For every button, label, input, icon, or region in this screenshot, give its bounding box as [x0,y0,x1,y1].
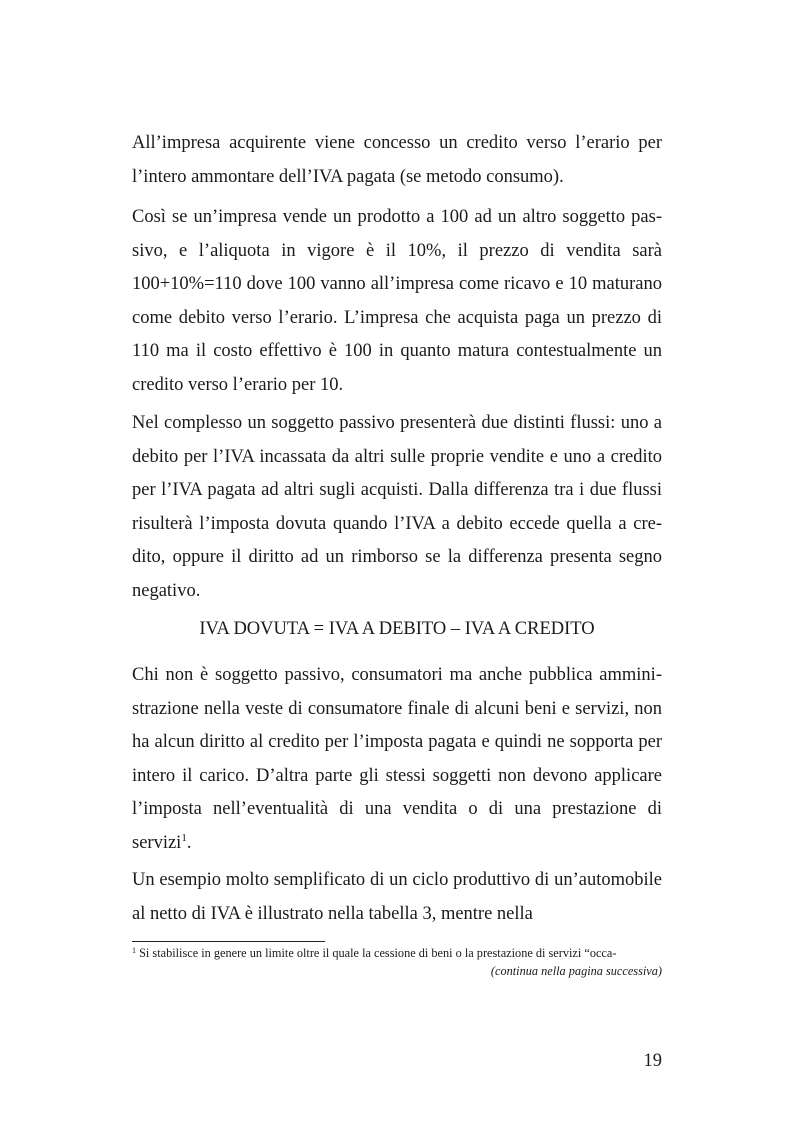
paragraph-text: Così se un’impresa vende un prodotto a 100 ad un altro soggetto passivo, e l’aliquota in vigore è il 10%, il prezzo di vendita sarà 100+10%=110 dove 100 vanno all’impresa come ricavo e 10 maturano come debito verso l’erario. L’impresa che acquista paga un prezzo di 110 ma il costo effettivo è 100 in quanto matura contestualmente un credito verso l’erario per 10. [132,207,662,395]
footnote-marker: 1 [132,946,136,955]
footnote-separator [132,941,325,942]
paragraph-esempio-vendita [132,201,662,403]
paragraph-soggetti-non-passivi [132,659,662,861]
paragraph-flussi [132,407,662,609]
paragraph-text-end: . [186,832,192,853]
footnote [132,945,662,961]
page-number: 19 [643,1051,662,1071]
paragraph-text: Un esempio molto semplificato di un ciclo produttivo di un’automobile al netto di IVA è illustrato nella tabella 3, mentre nella [132,870,662,924]
paragraph-text [132,659,662,861]
paragraph-esempio-ciclo [132,864,662,931]
paragraph-credito-acquirente [132,127,662,194]
footnote-continued-note: (continua nella pagina successiva) [490,964,662,978]
formula-iva-dovuta: IVA DOVUTA = IVA A DEBITO – IVA A CREDITO [199,619,595,639]
paragraph-text: All’impresa acquirente viene concesso un credito verso l’erario per l’intero ammontare dell’IVA pagata (se metodo consumo). [132,133,662,187]
paragraph-text: Nel complesso un soggetto passivo presenterà due distinti flussi: uno a debito per l’IVA incassata da altri sulle proprie vendite e uno a credito per l’IVA pagata ad altri sugli acquisti. Dalla differenza tra i due flussi risulterà l’imposta dovuta quando l’IVA a debito eccede quella a credito, oppure il diritto ad un rimborso se la differenza presenta segno negativo. [132,413,662,601]
footnote-reference[interactable]: 1 [181,831,187,844]
footnote-text: Si stabilisce in genere un limite oltre il quale la cessione di beni o la prestazione di servizi “occa- [136,946,617,960]
paragraph-text-body: Chi non è soggetto passivo, consumatori ma anche pubblica amministrazione nella veste di consumatore finale di alcuni beni e servizi, non ha alcun diritto al credito per l’imposta pagata e quindi ne sopporta per intero il carico. D’altra parte gli stessi soggetti non devono applicare l’imposta nell’eventualità di una vendita o di una prestazione di servizi [132,665,662,853]
